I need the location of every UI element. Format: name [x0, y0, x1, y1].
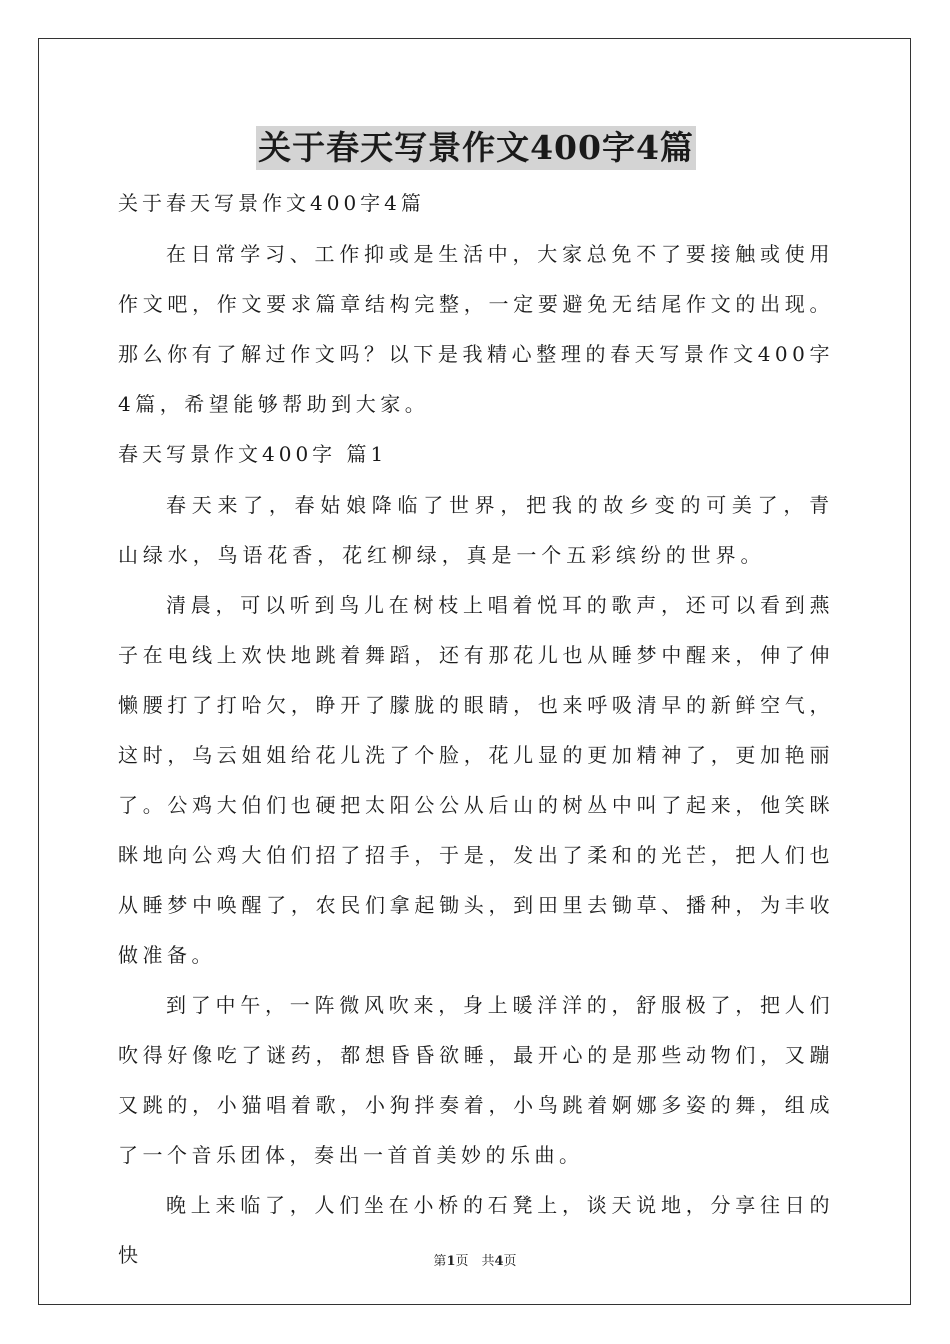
- document-title-text: 关于春天写景作文400字4篇: [256, 126, 696, 170]
- body-paragraph: 清晨，可以听到鸟儿在树枝上唱着悦耳的歌声，还可以看到燕子在电线上欢快地跳着舞蹈，还有那花儿也从睡梦中醒来，伸了伸懒腰打了打哈欠，睁开了朦胧的眼睛，也来呼吸清早的新鲜空气，这时，乌云姐姐给花儿洗了个脸，花儿显的更加精神了，更加艳丽了。公鸡大伯们也硬把太阳公公从后山的树丛中叫了起来，他笑眯眯地向公鸡大伯们招了招手，于是，发出了柔和的光芒，把人们也从睡梦中唤醒了，农民们拿起锄头，到田里去锄草、播种，为丰收做准备。: [118, 593, 834, 967]
- footer-total-pages: 4: [494, 1254, 504, 1269]
- document-title: [118, 118, 834, 178]
- section-heading: 春天写景作文400字 篇1: [118, 442, 388, 466]
- body-paragraph: 到了中午，一阵微风吹来，身上暖洋洋的，舒服极了，把人们吹得好像吃了谜药，都想昏昏欲睡，最开心的是那些动物们，又蹦又跳的，小猫唱着歌，小狗拌奏着，小鸟跳着婀娜多姿的舞，组成了一个音乐团体，奏出一首首美妙的乐曲。: [118, 993, 834, 1167]
- body-paragraph: 春天来了，春姑娘降临了世界，把我的故乡变的可美了，青山绿水，鸟语花香，花红柳绿，真是一个五彩缤纷的世界。: [118, 493, 834, 567]
- footer-page-mid: 页 共: [455, 1254, 495, 1269]
- intro-paragraph: 在日常学习、工作抑或是生活中，大家总免不了要接触或使用作文吧，作文要求篇章结构完整，一定要避免无结尾作文的出现。那么你有了解过作文吗？以下是我精心整理的春天写景作文400字4篇，希望能够帮助到大家。: [118, 242, 834, 416]
- document-subtitle: 关于春天写景作文400字4篇: [118, 191, 425, 215]
- body-paragraph: 晚上来临了，人们坐在小桥的石凳上，谈天说地，分享往日的快: [118, 1193, 834, 1267]
- document-body: [118, 118, 834, 1280]
- footer-page-number: 1: [446, 1254, 456, 1269]
- page-footer: [0, 1250, 950, 1269]
- footer-page-prefix: 第: [433, 1254, 447, 1269]
- footer-page-suffix: 页: [503, 1254, 517, 1269]
